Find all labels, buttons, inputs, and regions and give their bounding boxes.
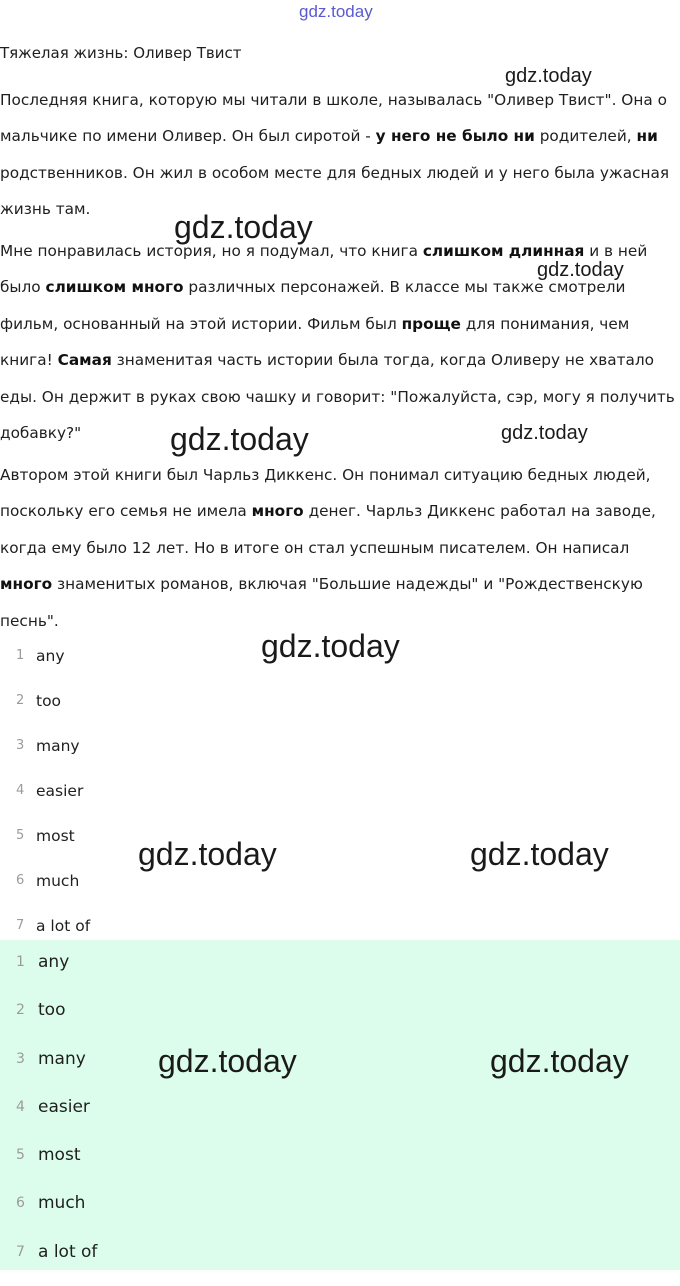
text-segment: Последняя книга, которую мы читали в школе, называлась "Оливер Твист". Она о мальчике по имени Оливер. Он был сиротой - [0,91,667,146]
watermark: gdz.today [158,1043,297,1079]
watermark: gdz.today [490,1043,629,1079]
answer-text: any [36,647,65,665]
bold-phrase: много [0,575,53,594]
bold-phrase: слишком много [45,278,184,297]
watermark: gdz.today [501,422,588,444]
item-number: 2 [16,693,25,708]
text-segment: для понимания, чем книга! [0,314,630,370]
list-item [0,645,90,690]
bold-phrase: ни [636,127,658,146]
list-item [0,1093,97,1141]
list-item [0,948,97,996]
answer-text: any [38,952,70,972]
watermark: gdz.today [174,209,313,245]
item-number: 5 [16,1147,25,1164]
bold-phrase: проще [401,314,461,333]
item-number: 7 [16,918,25,933]
bold-phrase: Самая [57,351,112,370]
answer-text: many [36,737,80,755]
item-number: 1 [16,954,25,970]
answer-text: many [38,1048,86,1069]
text-segment: Мне понравилась история, но я подумал, что книга [0,242,423,260]
list-item [0,735,90,780]
bold-phrase: слишком длинная [422,242,585,260]
list-item [0,1045,97,1093]
paragraph-1 [0,82,680,228]
answer-box [0,940,680,1270]
answer-list [0,645,90,960]
item-number: 6 [16,873,25,888]
item-number: 6 [16,1195,25,1212]
watermark: gdz.today [261,628,400,664]
text-segment: и в ней было [0,242,648,297]
list-item [0,1238,97,1286]
answer-text: a lot of [38,1241,98,1262]
list-item [0,1141,97,1189]
answer-text: much [38,1193,86,1214]
answer-list-highlighted [0,948,97,1286]
paragraph-3 [0,457,680,639]
text-segment: родителей, [534,127,637,146]
watermark: gdz.today [505,65,592,87]
item-number: 5 [16,828,25,843]
answer-text: most [38,1145,81,1166]
answer-text: much [36,872,80,890]
bold-phrase: много [251,502,304,521]
list-item [0,996,97,1044]
paragraph-2 [0,233,680,451]
bold-phrase: у него не было ни [375,127,535,146]
watermark-top[interactable]: gdz.today [299,2,373,21]
text-segment: знаменитая часть истории была тогда, когда Оливеру не хватало еды. Он держит в руках свою чашку и говорит: "Пожалуйста, сэр, могу я получить добавку?" [0,351,675,443]
item-number: 7 [16,1243,25,1260]
list-item [0,690,90,735]
watermark: gdz.today [537,259,624,281]
item-number: 3 [16,1050,25,1067]
list-item [0,870,90,915]
text-segment: знаменитых романов, включая "Большие надежды" и "Рождественскую песнь". [0,575,643,630]
item-number: 4 [16,1098,25,1115]
text-segment: родственников. Он жил в особом месте для бедных людей и у него была ужасная жизнь там. [0,163,670,219]
watermark: gdz.today [170,421,309,457]
answer-text: easier [38,1096,90,1117]
list-item [0,780,90,825]
item-number: 2 [16,1002,25,1019]
answer-text: too [38,1000,66,1021]
item-number: 3 [16,738,25,753]
list-item [0,825,90,870]
list-item [0,1189,97,1237]
text-segment: различных персонажей. В классе мы также смотрели фильм, основанный на этой истории. Фильм был [0,278,626,333]
answer-text: easier [36,782,84,800]
answer-text: too [36,692,62,710]
page-title: Тяжелая жизнь: Оливер Твист [0,44,242,62]
text-segment: денег. Чарльз Диккенс работал на заводе, когда ему было 12 лет. Но в итоге он стал успешным писателем. Он написал [0,502,656,557]
watermark: gdz.today [138,836,277,872]
item-number: 4 [16,783,25,798]
answer-text: most [36,827,75,845]
item-number: 1 [16,648,25,663]
answer-text: a lot of [36,917,91,935]
watermark: gdz.today [470,836,609,872]
text-segment: Автором этой книги был Чарльз Диккенс. Он понимал ситуацию бедных людей, поскольку его семья не имела [0,466,651,521]
